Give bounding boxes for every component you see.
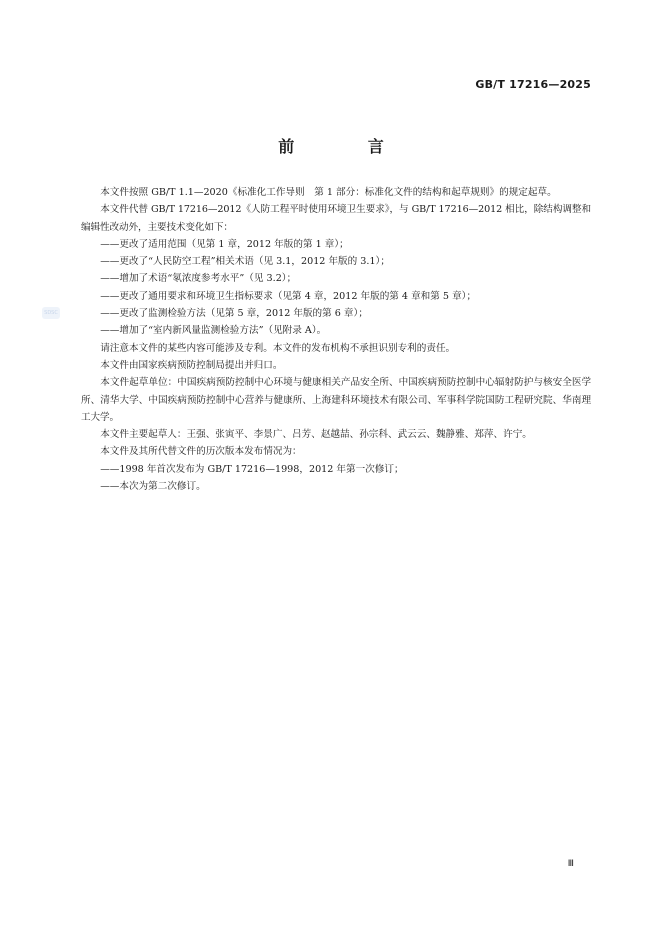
list-item-change-requirements: ——更改了通用要求和环境卫生指标要求（见第 4 章，2012 年版的第 4 章和第 5 章）； [100, 290, 477, 302]
list-item-change-scope: ——更改了适用范围（见第 1 章，2012 年版的第 1 章）； [100, 238, 349, 250]
page-number: Ⅲ [567, 859, 574, 869]
document-body [81, 184, 591, 495]
paragraph-drafting-rules: 本文件按照 GB/T 1.1—2020《标准化工作导则 第 1 部分：标准化文件的结构和起草规则》的规定起草。 [100, 187, 557, 198]
list-item-add-appendix: ——增加了“室内新风量监测检验方法”（见附录 A）。 [100, 325, 327, 337]
list-item-add-radon-term: ——增加了术语“氡浓度参考水平”（见 3.2）； [100, 273, 297, 285]
paragraph-version-history: 本文件及其所代替文件的历次版本发布情况为： [100, 446, 302, 458]
list-item-second-revision: ——本次为第二次修订。 [100, 481, 206, 493]
list-item-change-terms: ——更改了“人民防空工程”相关术语（见 3.1，2012 年版的 3.1）； [100, 256, 390, 268]
paragraph-patent-notice: 请注意本文件的某些内容可能涉及专利。本文件的发布机构不承担识别专利的责任。 [100, 342, 456, 354]
list-item-first-release: ——1998 年首次发布为 GB/T 17216—1998，2012 年第一次修订； [100, 463, 404, 475]
list-item-change-methods: ——更改了监测检验方法（见第 5 章，2012 年版的第 6 章）； [100, 308, 368, 320]
paragraph-replacement: 本文件代替 GB/T 17216—2012《人防工程平时使用环境卫生要求》，与 GB/T 17216—2012 相比，除结构调整和编辑性改动外，主要技术变化如下： [81, 204, 591, 233]
standard-number: GB/T 17216—2025 [475, 78, 591, 91]
watermark-logo: SDSC [42, 307, 60, 319]
paragraph-proposer: 本文件由国家疾病预防控制局提出并归口。 [100, 359, 283, 371]
page-title: 前 言 [278, 137, 418, 156]
paragraph-drafters: 本文件主要起草人：王强、张寅平、李景广、吕芳、赵越喆、孙宗科、武云云、魏静雅、郑萍、许宁。 [100, 429, 532, 441]
paragraph-drafting-units: 本文件起草单位：中国疾病预防控制中心环境与健康相关产品安全所、中国疾病预防控制中心辐射防护与核安全医学所、清华大学、中国疾病预防控制中心营养与健康所、上海建科环境技术有限公司、军事科学院国防工程研究院、华南理工大学。 [81, 377, 591, 423]
